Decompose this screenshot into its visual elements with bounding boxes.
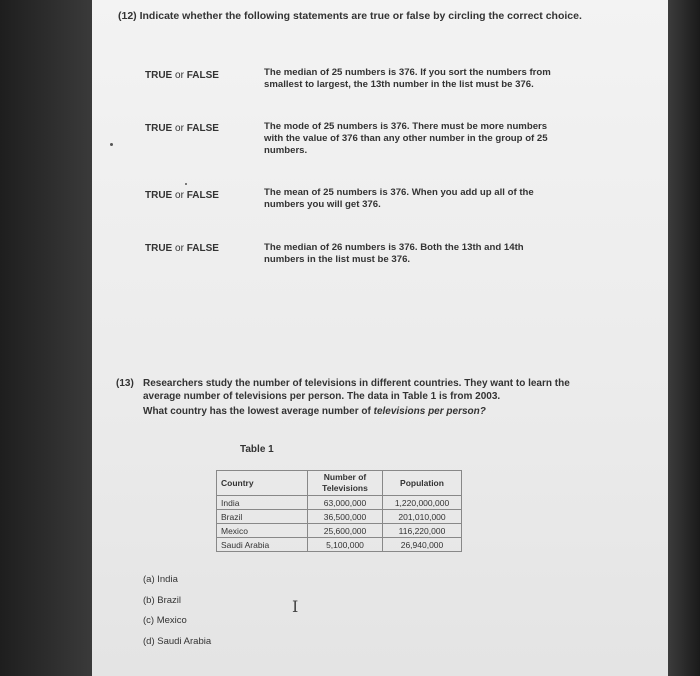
- table-header-row: [217, 471, 462, 496]
- q12-header: (12) Indicate whether the following statements are true or false by circling the correct choice.: [118, 10, 582, 22]
- option-a[interactable]: (a) India: [143, 574, 178, 585]
- q13-line-part-italic: televisions per person?: [373, 406, 486, 417]
- false-option[interactable]: FALSE: [186, 190, 219, 201]
- statement-3: [264, 187, 564, 211]
- q13-question: [143, 378, 583, 419]
- statement-2: [264, 121, 564, 157]
- cell-televisions: 5,100,000: [308, 538, 383, 552]
- tf-choice-4[interactable]: [145, 243, 219, 254]
- cell-population: 116,220,000: [383, 524, 462, 538]
- statement-line: numbers you will get 376.: [264, 199, 381, 210]
- false-option[interactable]: FALSE: [186, 123, 219, 134]
- worksheet-page: [92, 0, 668, 676]
- cell-population: 26,940,000: [383, 538, 462, 552]
- statement-1: [264, 67, 564, 91]
- text-cursor-icon: I: [292, 597, 299, 616]
- statement-line: smallest to largest, the 13th number in the list must be 376.: [264, 79, 534, 90]
- statement-line: numbers.: [264, 145, 308, 156]
- cell-televisions: 63,000,000: [308, 496, 383, 510]
- statement-line: The median of 25 numbers is 376. If you sort the numbers from: [264, 67, 551, 78]
- or-label: or: [175, 243, 184, 254]
- statement-line: with the value of 376 than any other number in the group of 25: [264, 133, 548, 144]
- header-country: Country: [217, 471, 308, 496]
- option-b[interactable]: (b) Brazil: [143, 595, 182, 606]
- cell-country: Saudi Arabia: [217, 538, 308, 552]
- true-option[interactable]: TRUE: [145, 190, 173, 201]
- cell-country: India: [217, 496, 308, 510]
- table-row: [217, 496, 462, 510]
- header-population: Population: [383, 471, 462, 496]
- statement-line: The mode of 25 numbers is 376. There must be more numbers: [264, 121, 548, 132]
- header-televisions: Number of Televisions: [308, 471, 383, 496]
- false-option[interactable]: FALSE: [186, 70, 219, 81]
- q13-line-part: What country has the lowest average number of: [143, 406, 374, 417]
- option-d[interactable]: (d) Saudi Arabia: [143, 636, 212, 647]
- or-label: or: [175, 123, 184, 134]
- background-left: [0, 0, 92, 676]
- table-row: [217, 510, 462, 524]
- background-right: [668, 0, 700, 676]
- q13-line: [143, 406, 583, 419]
- q13-line: Researchers study the number of televisions in different countries. They want to learn the: [143, 378, 570, 389]
- statement-line: numbers in the list must be 376.: [264, 254, 411, 265]
- cell-country: Mexico: [217, 524, 308, 538]
- or-label: or: [175, 190, 184, 201]
- statement-line: The mean of 25 numbers is 376. When you add up all of the: [264, 187, 534, 198]
- cell-country: Brazil: [217, 510, 308, 524]
- tv-data-table: [216, 470, 462, 552]
- stray-mark: [185, 183, 187, 185]
- false-option[interactable]: FALSE: [186, 243, 219, 254]
- table-row: [217, 538, 462, 552]
- stray-mark: [110, 143, 113, 146]
- tf-choice-2[interactable]: [145, 123, 219, 134]
- true-option[interactable]: TRUE: [145, 243, 173, 254]
- true-option[interactable]: TRUE: [145, 123, 173, 134]
- cell-population: 1,220,000,000: [383, 496, 462, 510]
- or-label: or: [175, 70, 184, 81]
- q13-number: (13): [116, 378, 134, 389]
- statement-4: [264, 242, 564, 266]
- cell-televisions: 36,500,000: [308, 510, 383, 524]
- statement-line: The median of 26 numbers is 376. Both the 13th and 14th: [264, 242, 524, 253]
- true-option[interactable]: TRUE: [145, 70, 173, 81]
- option-c[interactable]: (c) Mexico: [143, 615, 187, 626]
- cell-population: 201,010,000: [383, 510, 462, 524]
- table-row: [217, 524, 462, 538]
- tf-choice-1[interactable]: [145, 70, 219, 81]
- table-title: Table 1: [240, 444, 274, 455]
- tf-choice-3[interactable]: [145, 190, 219, 201]
- cell-televisions: 25,600,000: [308, 524, 383, 538]
- q13-line: average number of televisions per person. The data in Table 1 is from 2003.: [143, 390, 501, 402]
